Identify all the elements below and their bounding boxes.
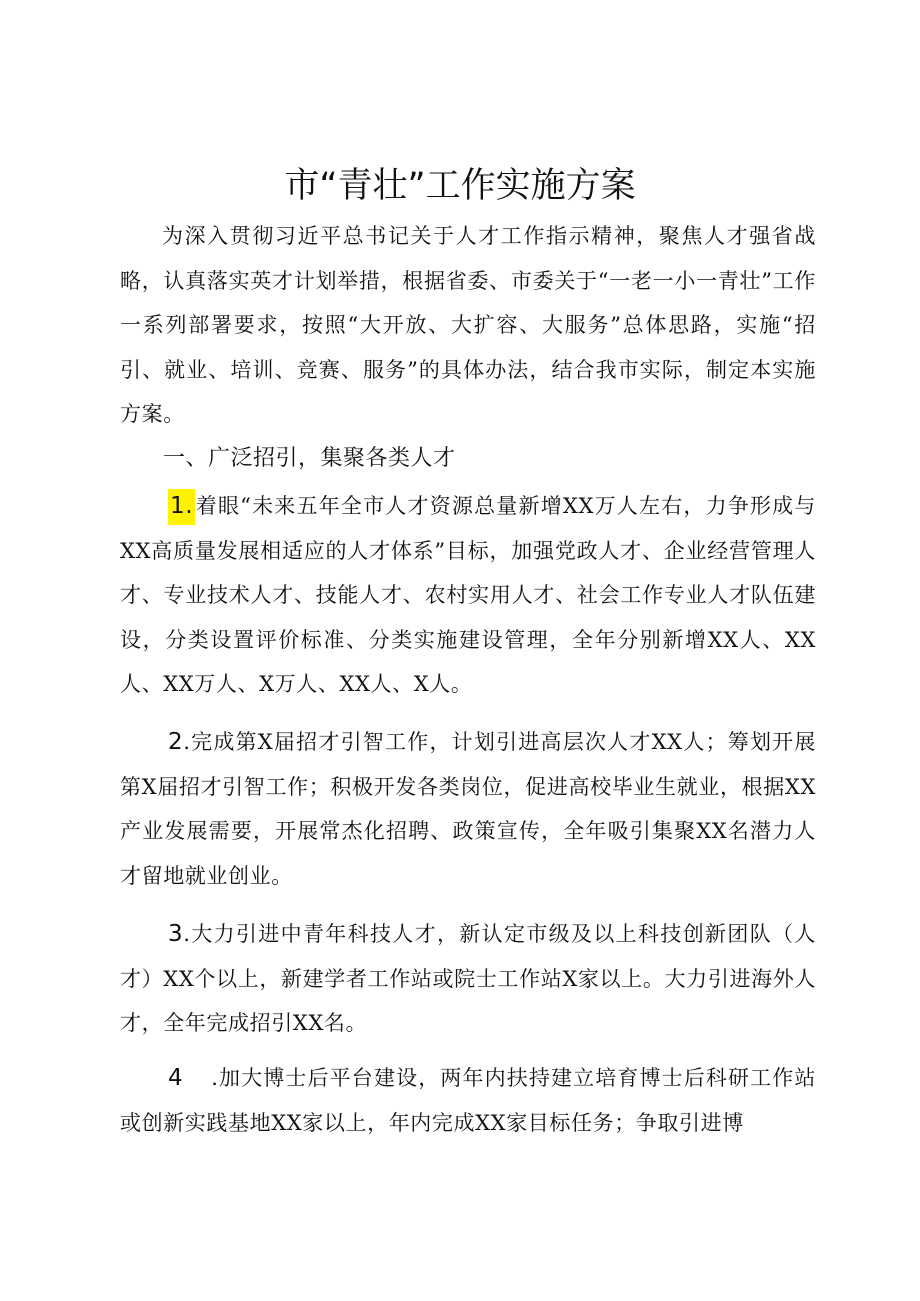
list-item-3 bbox=[120, 912, 816, 1046]
list-item-text: .完成第X届招才引智工作，计划引进高层次人才XX人；筹划开展第X届招才引智工作；积极开发各类岗位，促进高校毕业生就业，根据XX产业发展需要，开展常杰化招聘、政策宣传，全年吸引集聚XX名潜力人才留地就业创业。 bbox=[120, 730, 816, 888]
item-number: 2 bbox=[168, 729, 184, 755]
list-item-text: 着眼“未来五年全市人才资源总量新增XX万人左右，力争形成与XX高质量发展相适应的人才体系”目标，加强党政人才、企业经营管理人才、专业技术人才、技能人才、农村实用人才、社会工作专业人才队伍建设，分类设置评价标准、分类实施建设管理，全年分别新增XX人、XX人、XX万人、X万人、XX人、X人。 bbox=[120, 494, 816, 696]
list-item-1 bbox=[120, 484, 816, 707]
section-heading: 一、广泛招引，集聚各类人才 bbox=[163, 446, 456, 471]
list-item-text: .加大博士后平台建设，两年内扶持建立培育博士后科研工作站或创新实践基地XX家以上，年内完成XX家目标任务；争取引进博 bbox=[120, 1066, 816, 1135]
document-title: 市“青壮”工作实施方案 bbox=[284, 166, 636, 206]
list-item-text: .大力引进中青年科技人才，新认定市级及以上科技创新团队（人才）XX个以上，新建学者工作站或院士工作站X家以上。大力引进海外人才，全年完成招引XX名。 bbox=[120, 922, 816, 1035]
highlighted-item-number: 1. bbox=[168, 489, 195, 525]
list-item-4 bbox=[120, 1056, 816, 1145]
item-number: 4 bbox=[168, 1065, 184, 1091]
item-number: 3 bbox=[168, 921, 184, 947]
intro-paragraph: 为深入贯彻习近平总书记关于人才工作指示精神，聚焦人才强省战略，认真落实英才计划举措，根据省委、市委关于“一老一小一青壮”工作一系列部署要求，按照“大开放、大扩容、大服务”总体思路，实施“招引、就业、培训、竞赛、服务”的具体办法，结合我市实际，制定本实施方案。 bbox=[120, 224, 816, 426]
list-item-2 bbox=[120, 720, 816, 898]
